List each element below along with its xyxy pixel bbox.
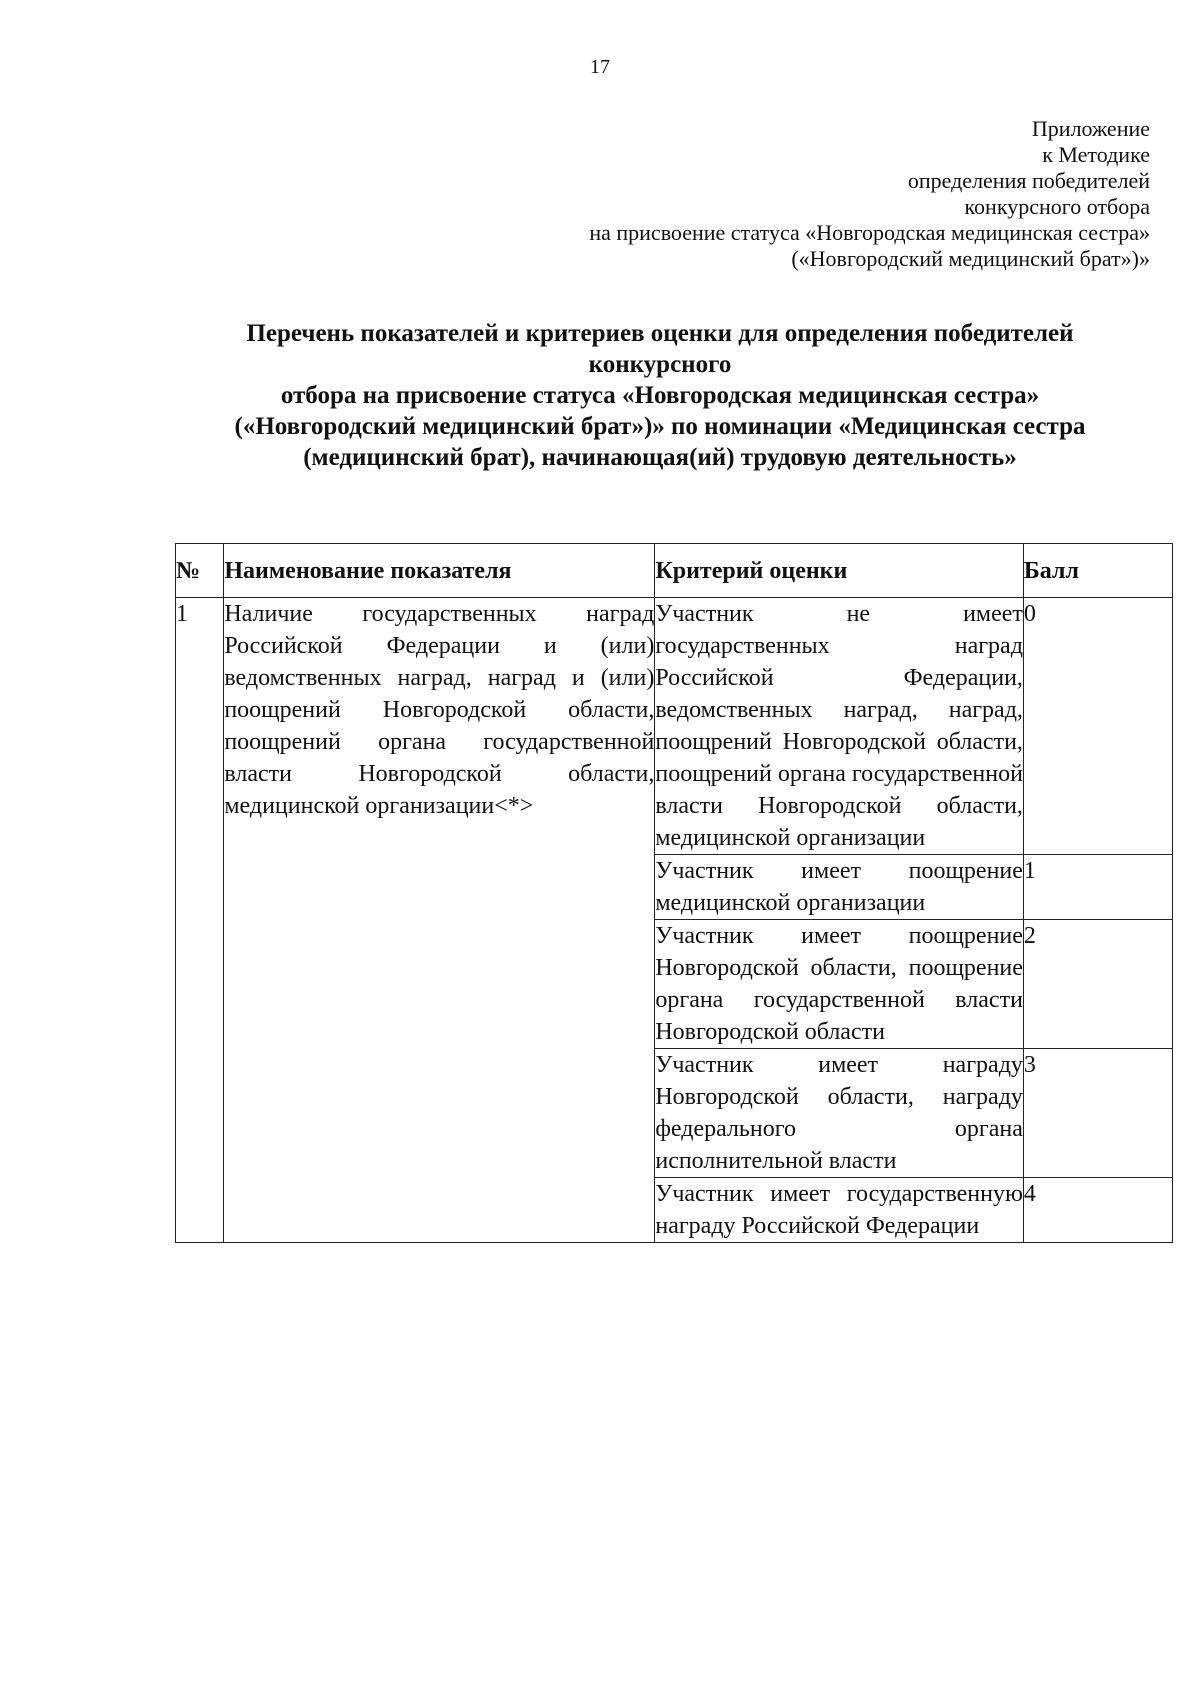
appendix-line: Приложение [1031,116,1150,141]
criterion-score: 0 [1023,598,1172,855]
criterion-text: Участник имеет государственную награду Российской Федерации [655,1178,1024,1243]
header-score: Балл [1023,544,1172,598]
appendix-line: определения победителей [907,168,1150,193]
criteria-table [175,543,1173,1243]
row-number: 1 [176,598,224,1243]
criterion-score: 4 [1023,1178,1172,1243]
table-row [176,598,1173,855]
header-number: № [176,544,224,598]
criterion-text: Участник не имеет государственных наград Российской Федерации, ведомственных наград, наград, поощрений Новгородской области, поощрений органа государственной власти Новгородской области, медицинской организации [655,598,1024,855]
appendix-line: («Новгородский медицинский брат»)» [791,246,1150,271]
criterion-score: 3 [1023,1049,1172,1178]
title-line: отбора на присвоение статуса «Новгородская медицинская сестра» [280,382,1040,409]
indicator-name: Наличие государственных наград Российской Федерации и (или) ведомственных наград, наград и (или) поощрений Новгородской области, поощрений органа государственной власти Новгородской области, медицинской организации<*> [224,598,655,1243]
header-indicator-name: Наименование показателя [224,544,655,598]
criterion-score: 1 [1023,855,1172,920]
table-header-row [176,544,1173,598]
criterion-text: Участник имеет поощрение медицинской организации [655,855,1024,920]
appendix-line: к Методике [1042,142,1150,167]
criterion-text: Участник имеет поощрение Новгородской области, поощрение органа государственной власти Новгородской области [655,920,1024,1049]
title-line: («Новгородский медицинский брат»)» по номинации «Медицинская сестра [234,413,1086,440]
title-line: конкурсного [588,351,732,378]
title-line: (медицинский брат), начинающая(ий) трудовую деятельность» [303,444,1017,471]
appendix-line: конкурсного отбора [964,194,1150,219]
appendix-line: на присвоение статуса «Новгородская медицинская сестра» [589,220,1150,245]
criterion-score: 2 [1023,920,1172,1049]
criterion-text: Участник имеет награду Новгородской области, награду федерального органа исполнительной власти [655,1049,1024,1178]
appendix-note [450,116,1150,272]
document-title [160,318,1160,473]
page-number: 17 [590,56,610,78]
header-criterion: Критерий оценки [655,544,1024,598]
title-line: Перечень показателей и критериев оценки для определения победителей [246,320,1074,347]
